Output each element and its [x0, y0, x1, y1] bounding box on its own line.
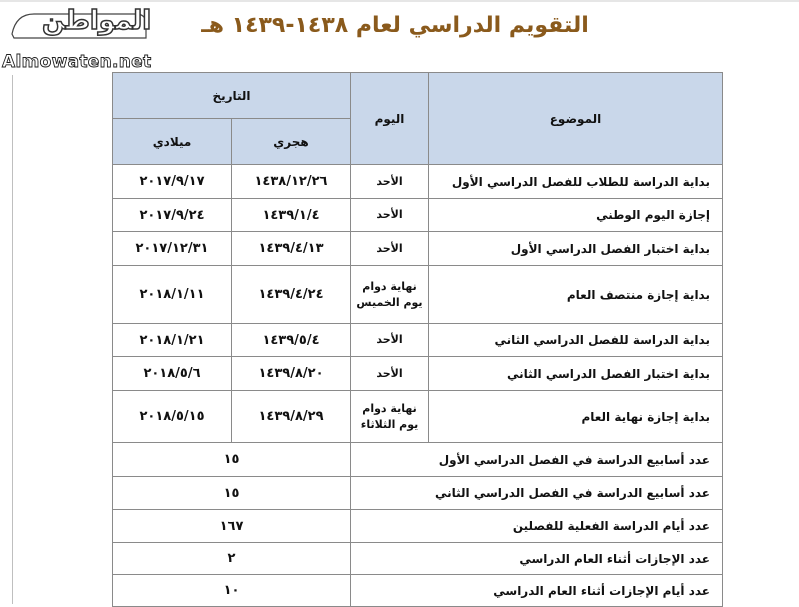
table-row	[113, 391, 723, 443]
row-hijri: ١٤٣٩/٤/٢٤	[232, 266, 351, 324]
row-hijri: ١٤٣٩/٨/٢٠	[232, 357, 351, 391]
summary-row	[113, 443, 723, 477]
row-topic: إجازة اليوم الوطني	[429, 199, 723, 232]
summary-row	[113, 477, 723, 510]
row-day: نهاية دوام يوم الخميس	[351, 266, 429, 324]
table-row	[113, 324, 723, 357]
row-gregorian: ٢٠١٨/١/٢١	[113, 324, 232, 357]
row-day: نهاية دوام يوم الثلاثاء	[351, 391, 429, 443]
summary-label: عدد أيام الدراسة الفعلية للفصلين	[351, 510, 723, 543]
summary-row	[113, 543, 723, 575]
summary-label: عدد أيام الإجازات أثناء العام الدراسي	[351, 575, 723, 607]
summary-value: ١٥	[113, 443, 351, 477]
summary-row	[113, 575, 723, 607]
left-margin-line	[12, 75, 13, 604]
calendar-table	[112, 72, 723, 607]
row-gregorian: ٢٠١٨/١/١١	[113, 266, 232, 324]
row-topic: بداية اختبار الفصل الدراسي الثاني	[429, 357, 723, 391]
summary-value: ١٠	[113, 575, 351, 607]
row-topic: بداية إجازة نهاية العام	[429, 391, 723, 443]
summary-value: ٢	[113, 543, 351, 575]
table-row	[113, 165, 723, 199]
header-hijri: هجري	[232, 119, 351, 165]
table-row	[113, 199, 723, 232]
table-row	[113, 357, 723, 391]
watermark-logo	[2, 4, 154, 74]
row-hijri: ١٤٣٨/١٢/٢٦	[232, 165, 351, 199]
page-title: التقويم الدراسي لعام ١٤٣٨-١٤٣٩ هـ	[201, 13, 589, 38]
row-gregorian: ٢٠١٨/٥/٦	[113, 357, 232, 391]
summary-value: ١٦٧	[113, 510, 351, 543]
table-row	[113, 232, 723, 266]
row-topic: بداية الدراسة للطلاب للفصل الدراسي الأول	[429, 165, 723, 199]
row-day: الأحد	[351, 165, 429, 199]
header-gregorian: ميلادي	[113, 119, 232, 165]
table-row	[113, 266, 723, 324]
row-gregorian: ٢٠١٧/٩/٢٤	[113, 199, 232, 232]
row-day: الأحد	[351, 324, 429, 357]
summary-value: ١٥	[113, 477, 351, 510]
row-topic: بداية اختبار الفصل الدراسي الأول	[429, 232, 723, 266]
row-gregorian: ٢٠١٧/٩/١٧	[113, 165, 232, 199]
header-day: اليوم	[351, 73, 429, 165]
summary-row	[113, 510, 723, 543]
header-date: التاريخ	[113, 73, 351, 119]
row-day: الأحد	[351, 199, 429, 232]
row-hijri: ١٤٣٩/٨/٢٩	[232, 391, 351, 443]
header-topic: الموضوع	[429, 73, 723, 165]
logo-url-text: Almowaten.net	[2, 52, 152, 72]
row-day: الأحد	[351, 357, 429, 391]
summary-label: عدد أسابيع الدراسة في الفصل الدراسي الأول	[351, 443, 723, 477]
row-hijri: ١٤٣٩/٤/١٣	[232, 232, 351, 266]
top-divider	[0, 0, 799, 2]
row-day: الأحد	[351, 232, 429, 266]
summary-label: عدد أسابيع الدراسة في الفصل الدراسي الثاني	[351, 477, 723, 510]
row-topic: بداية إجازة منتصف العام	[429, 266, 723, 324]
summary-label: عدد الإجازات أثناء العام الدراسي	[351, 543, 723, 575]
row-hijri: ١٤٣٩/٥/٤	[232, 324, 351, 357]
row-topic: بداية الدراسة للفصل الدراسي الثاني	[429, 324, 723, 357]
row-gregorian: ٢٠١٨/٥/١٥	[113, 391, 232, 443]
logo-arabic-text: المواطن	[42, 6, 152, 36]
row-gregorian: ٢٠١٧/١٢/٣١	[113, 232, 232, 266]
row-hijri: ١٤٣٩/١/٤	[232, 199, 351, 232]
